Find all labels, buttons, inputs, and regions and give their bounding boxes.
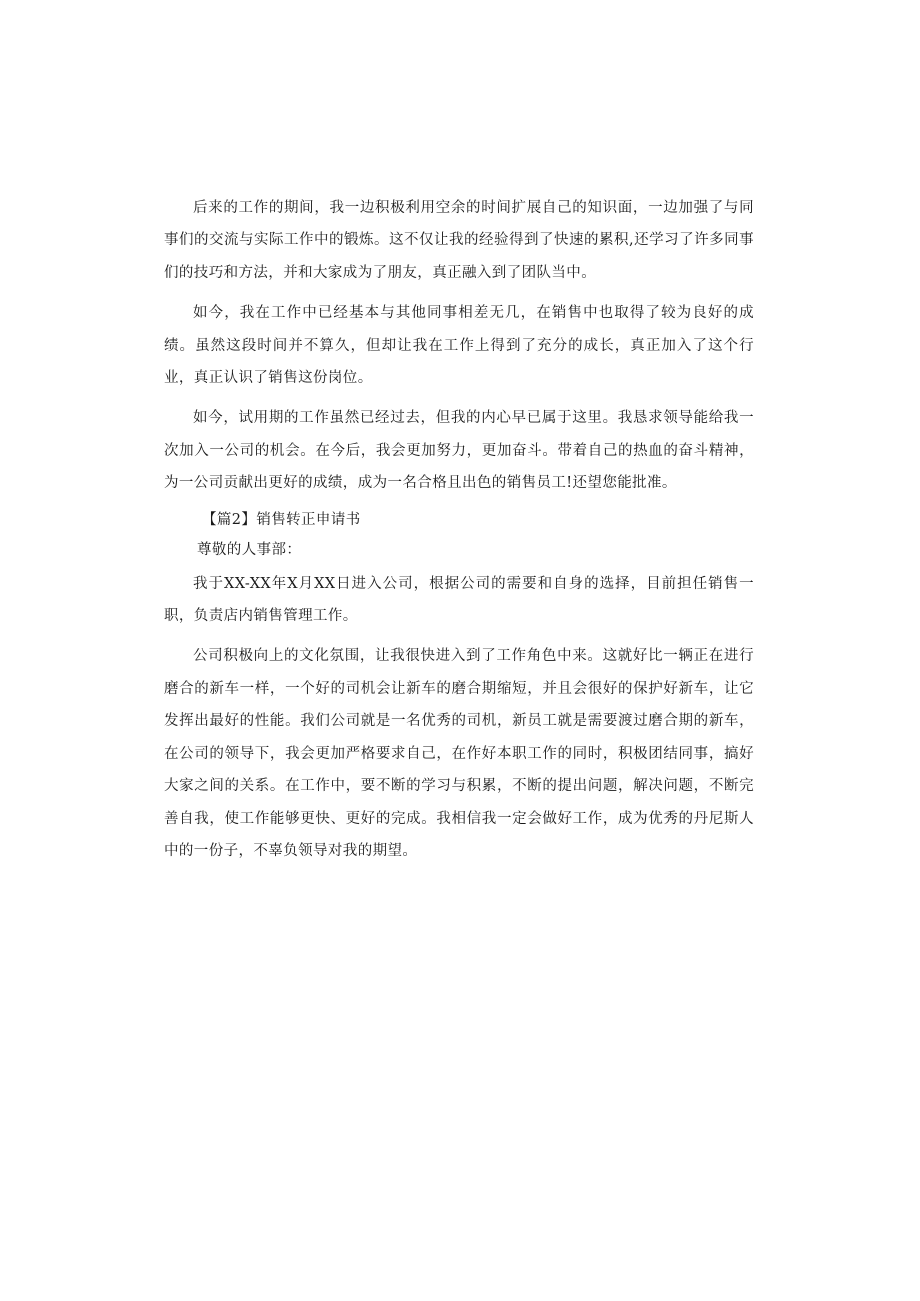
body-paragraph-5: 公司积极向上的文化氛围，让我很快进入到了工作角色中来。这就好比一辆正在进行磨合的新车一样，一个好的司机会让新车的磨合期缩短，并且会很好的保护好新车，让它发挥出最好的性能。我们公司就是一名优秀的司机，新员工就是需要渡过磨合期的新车，在公司的领导下，我会更加严格要求自己，在作好本职工作的同时，积极团结同事，搞好大家之间的关系。在工作中，要不断的学习与积累，不断的提出问题，解决问题，不断完善自我，使工作能够更快、更好的完成。我相信我一定会做好工作，成为优秀的丹尼斯人中的一份子，不辜负领导对我的期望。 xyxy=(164,648,754,859)
salutation: 尊敬的人事部： xyxy=(197,541,302,558)
body-paragraph-3: 如今，试用期的工作虽然已经过去，但我的内心早已属于这里。我恳求领导能给我一次加入一公司的机会。在今后，我会更加努力，更加奋斗。带着自己的热血的奋斗精神，为一公司贡献出更好的成绩，成为一名合格且出色的销售员工!还望您能批准。 xyxy=(164,410,754,492)
body-paragraph-4: 我于XX-XX年X月XX日进入公司，根据公司的需要和自身的选择，目前担任销售一职，负责店内销售管理工作。 xyxy=(164,575,754,625)
section-heading: 【篇2】销售转正申请书 xyxy=(202,511,361,528)
document-body xyxy=(164,192,754,875)
body-paragraph-1: 后来的工作的期间，我一边积极利用空余的时间扩展自己的知识面，一边加强了与同事们的交流与实际工作中的锻炼。这不仅让我的经验得到了快速的累积,还学习了许多同事们的技巧和方法，并和大家成为了朋友，真正融入到了团队当中。 xyxy=(164,200,754,281)
body-paragraph-2: 如今，我在工作中已经基本与其他同事相差无几，在销售中也取得了较为良好的成绩。虽然这段时间并不算久，但却让我在工作上得到了充分的成长，真正加入了这个行业，真正认识了销售这份岗位。 xyxy=(164,305,754,387)
